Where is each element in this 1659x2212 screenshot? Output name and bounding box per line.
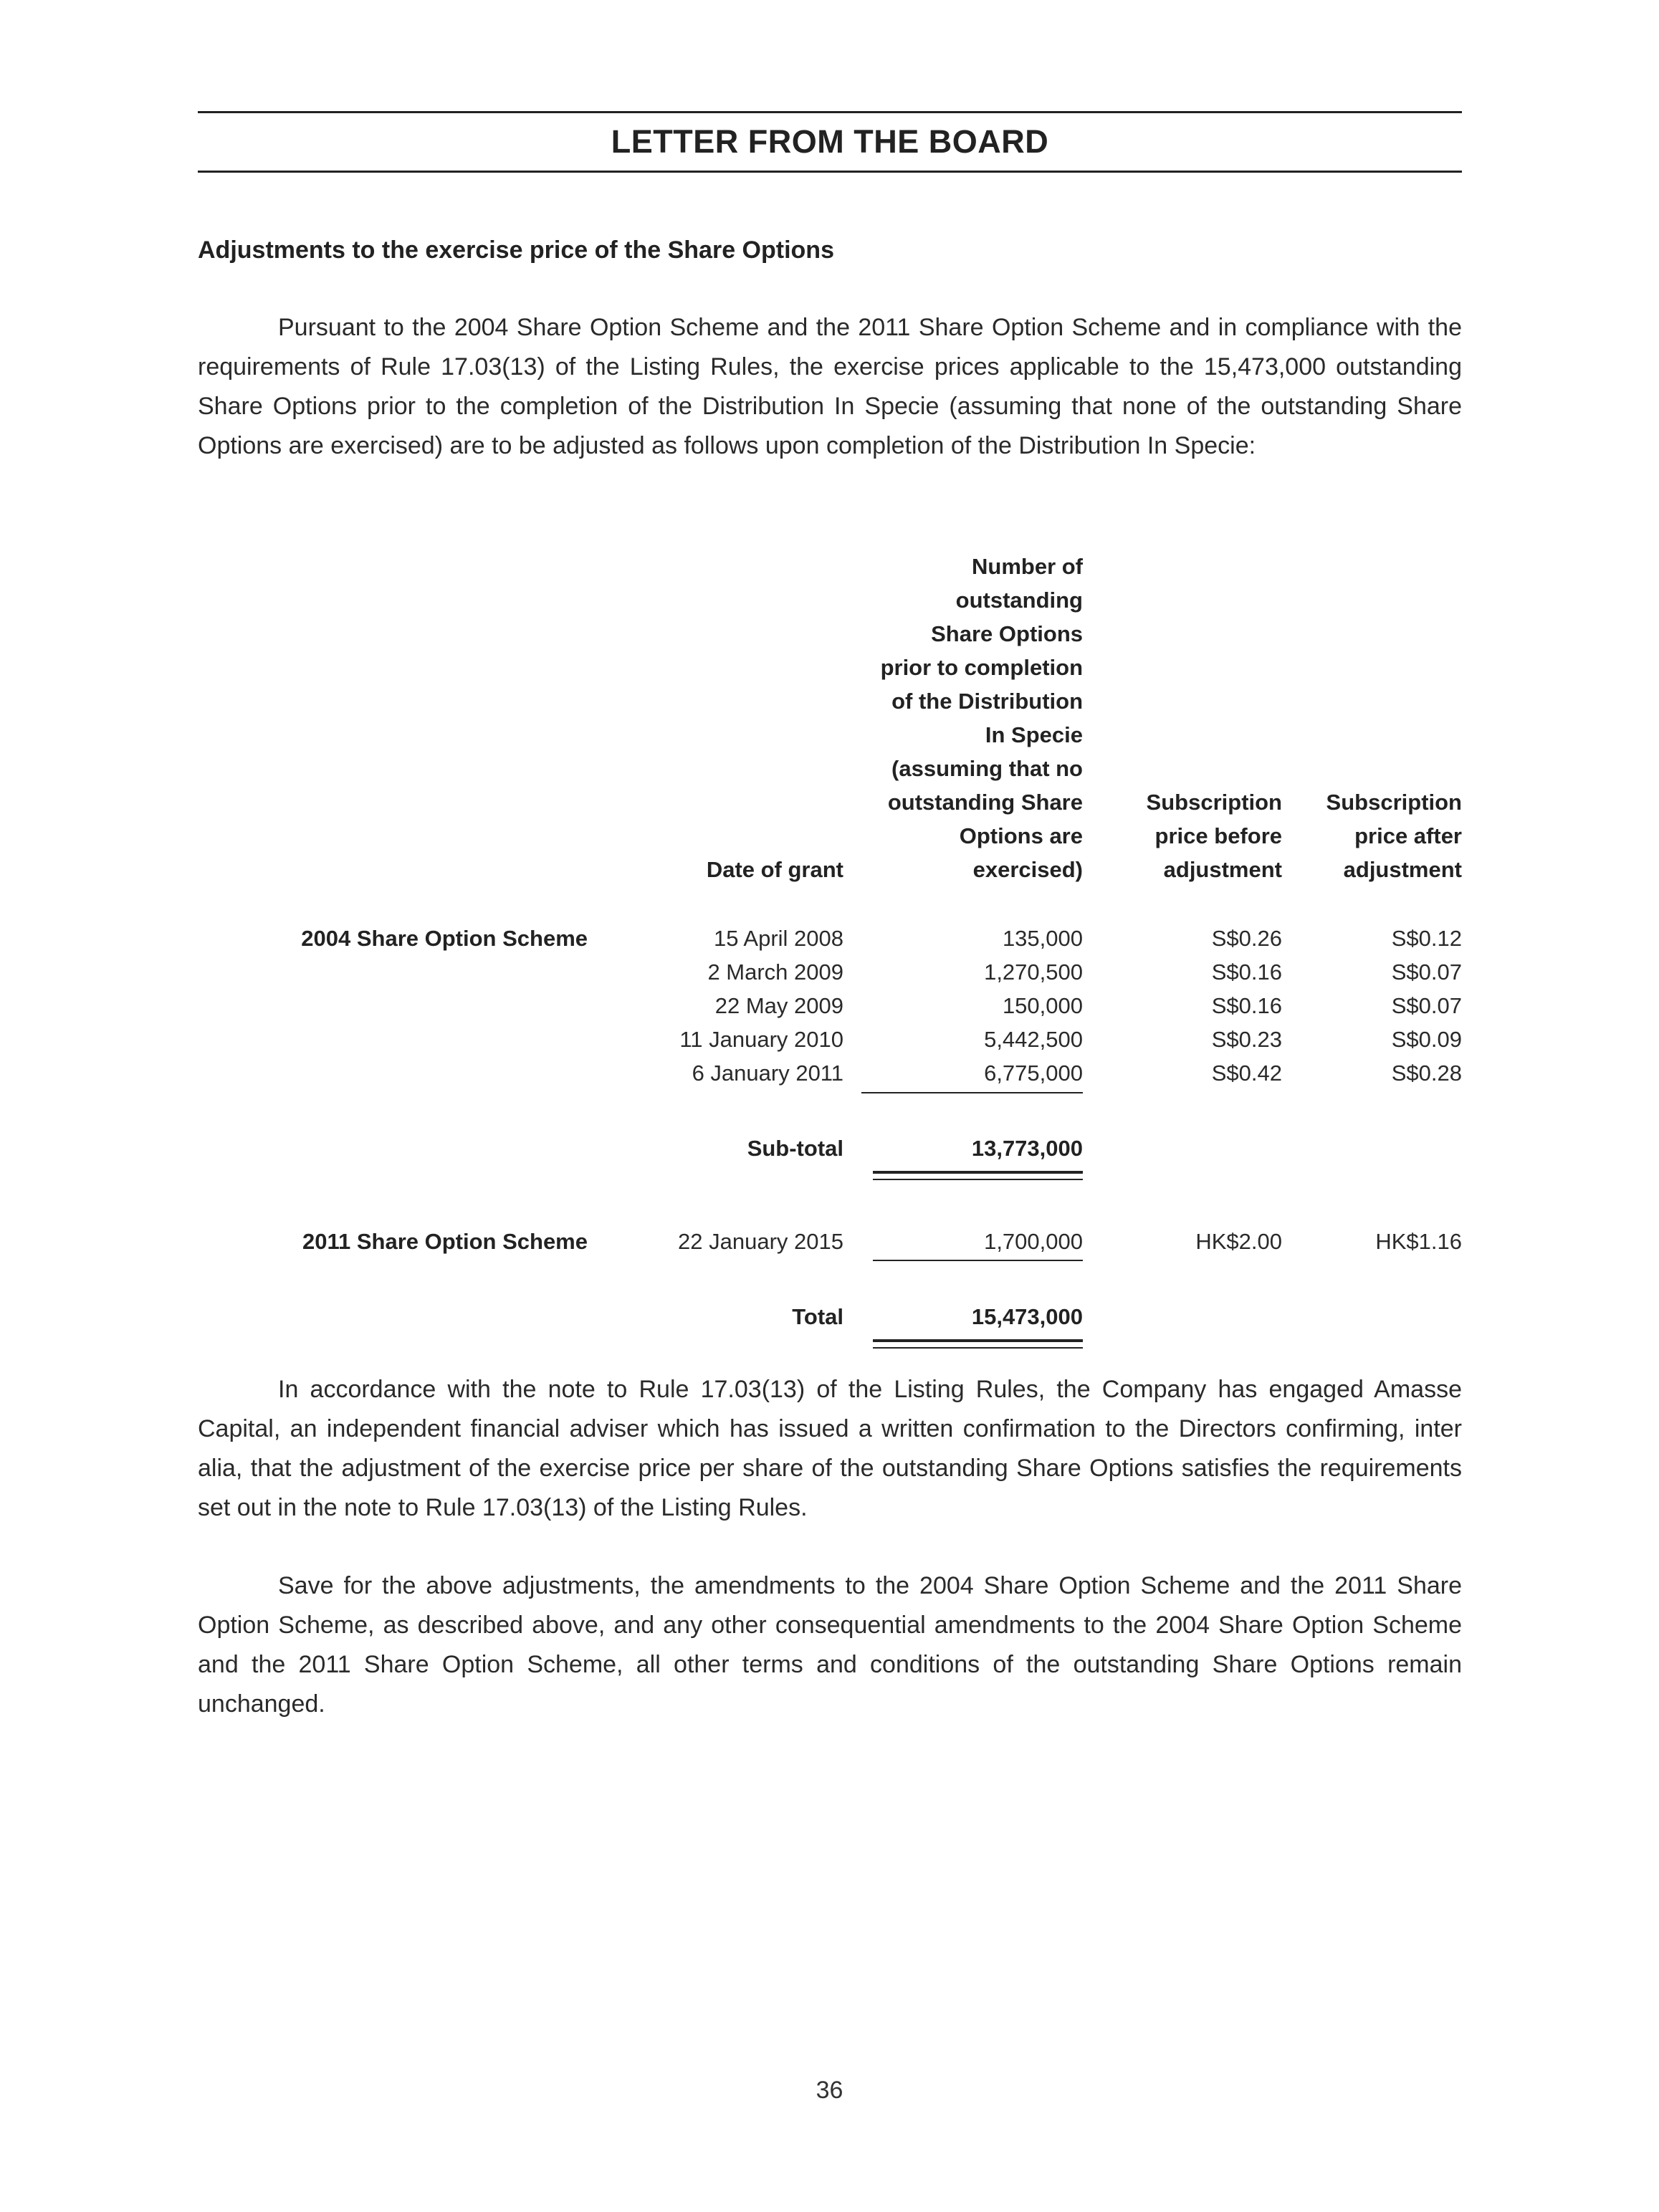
- price-after: S$0.12: [1391, 926, 1462, 951]
- header-line: adjustment: [1163, 857, 1282, 882]
- grant-date: 2 March 2009: [707, 959, 843, 985]
- price-after: S$0.07: [1391, 993, 1462, 1018]
- grant-date: 22 May 2009: [714, 993, 843, 1018]
- subtotal-label: Sub-total: [747, 1136, 843, 1161]
- price-before: S$0.23: [1211, 1027, 1282, 1052]
- header-line: outstanding: [955, 588, 1083, 613]
- total-value: 15,473,000: [971, 1304, 1083, 1329]
- header-price-before: [1147, 785, 1282, 886]
- price-before: S$0.42: [1211, 1060, 1282, 1086]
- header-line: price after: [1354, 823, 1462, 848]
- header-line: prior to completion: [880, 655, 1083, 680]
- header-line: Subscription: [1326, 790, 1462, 815]
- price-after: S$0.07: [1391, 959, 1462, 985]
- grant-date: 6 January 2011: [692, 1060, 843, 1086]
- closing-paragraph: Save for the above adjustments, the amendments to the 2004 Share Option Scheme and the 2011 Share Option Scheme, as described above, and any other consequential amendments to the 2004 Share Option Scheme and the 2011 Share Option Scheme, all other terms and conditions of the outstanding Share Options remain unchanged.: [198, 1572, 1462, 1718]
- scheme-2004-label: 2004 Share Option Scheme: [301, 926, 588, 951]
- subtotal-double-rule-top: [873, 1171, 1083, 1174]
- subtotal-double-rule-bottom: [873, 1179, 1083, 1180]
- price-after: S$0.09: [1391, 1027, 1462, 1052]
- grant-date: 11 January 2010: [679, 1027, 843, 1052]
- scheme-2011-label: 2011 Share Option Scheme: [302, 1229, 588, 1254]
- header-price-after: [1326, 785, 1462, 886]
- header-line: In Specie: [985, 722, 1083, 747]
- page-header: [198, 111, 1462, 173]
- options-count: 1,700,000: [984, 1229, 1083, 1254]
- options-count: 5,442,500: [984, 1027, 1083, 1052]
- header-line: (assuming that no: [891, 756, 1083, 781]
- header-line: of the Distribution: [891, 689, 1083, 714]
- adviser-paragraph: In accordance with the note to Rule 17.03(13) of the Listing Rules, the Company has engaged Amasse Capital, an independent financial adviser which has issued a written confirmation to the Directors confirming, inter alia, that the adjustment of the exercise price per share of the outstanding Share Options satisfies the requirements set out in the note to Rule 17.03(13) of the Listing Rules.: [198, 1376, 1462, 1521]
- header-line: adjustment: [1343, 857, 1462, 882]
- grant-date: 15 April 2008: [714, 926, 843, 951]
- price-before: HK$2.00: [1195, 1229, 1282, 1254]
- header-line: Subscription: [1146, 790, 1282, 815]
- header-line: outstanding Share: [887, 790, 1083, 815]
- price-after: HK$1.16: [1375, 1229, 1462, 1254]
- total-rule: [873, 1260, 1083, 1261]
- price-before: S$0.16: [1211, 993, 1282, 1018]
- section-heading: Adjustments to the exercise price of the Share Options: [198, 236, 834, 264]
- header-outstanding-options: [881, 550, 1083, 886]
- subtotal-value: 13,773,000: [971, 1136, 1083, 1161]
- intro-paragraph: Pursuant to the 2004 Share Option Scheme and the 2011 Share Option Scheme and in compliance with the requirements of Rule 17.03(13) of the Listing Rules, the exercise prices applicable to the 15,473,000 outstanding Share Options prior to the completion of the Distribution In Specie (assuming that none of the outstanding Share Options are exercised) are to be adjusted as follows upon completion of the Distribution In Specie:: [198, 314, 1462, 459]
- subtotal-rule: [861, 1092, 1083, 1093]
- header-line: price before: [1154, 823, 1282, 848]
- page-title: LETTER FROM THE BOARD: [611, 123, 1049, 160]
- header-line: exercised): [972, 857, 1083, 882]
- total-double-rule-top: [873, 1339, 1083, 1342]
- price-after: S$0.28: [1391, 1060, 1462, 1086]
- price-before: S$0.26: [1211, 926, 1282, 951]
- header-line: Number of: [972, 554, 1083, 579]
- header-line: Share Options: [931, 621, 1083, 646]
- options-count: 1,270,500: [984, 959, 1083, 985]
- header-line: Options are: [959, 823, 1083, 848]
- options-count: 150,000: [1002, 993, 1083, 1018]
- header-date-of-grant: [707, 853, 843, 886]
- total-label: Total: [792, 1304, 843, 1329]
- price-before: S$0.16: [1211, 959, 1282, 985]
- page-number: 36: [816, 2077, 843, 2104]
- options-count: 6,775,000: [984, 1060, 1083, 1086]
- grant-date: 22 January 2015: [678, 1229, 843, 1254]
- total-double-rule-bottom: [873, 1347, 1083, 1349]
- header-line: Date of grant: [706, 857, 843, 882]
- options-count: 135,000: [1002, 926, 1083, 951]
